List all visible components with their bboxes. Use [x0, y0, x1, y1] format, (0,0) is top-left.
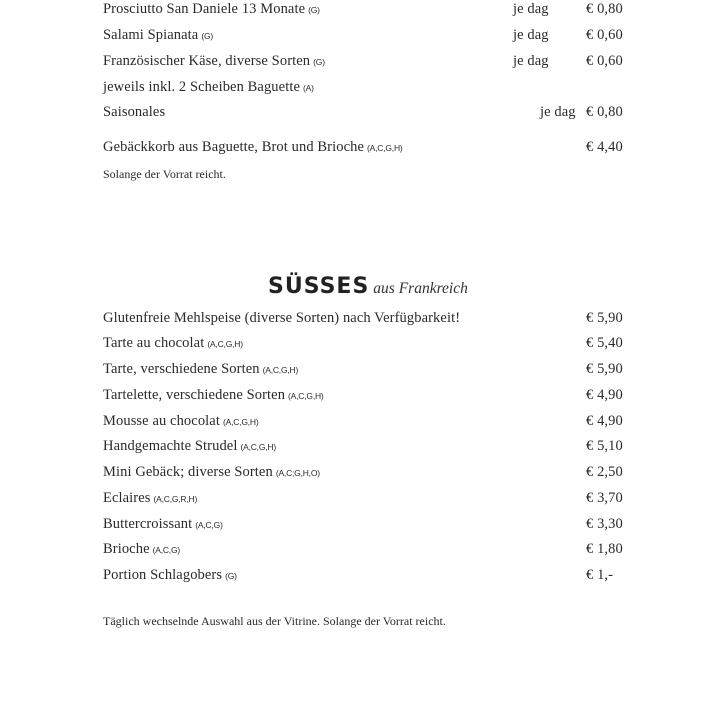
item-price: € 0,60 [586, 53, 623, 69]
item-label: Mini Gebäck; diverse Sorten [103, 464, 273, 480]
item-label: Tartelette, verschiedene Sorten [103, 387, 286, 403]
item-label: Tarte au chocolat [103, 335, 205, 351]
item-name [103, 332, 243, 355]
allergen-codes: (G) [308, 5, 320, 15]
item-price: € 4,90 [586, 413, 623, 429]
item-label: Portion Schlagobers [103, 567, 223, 583]
menu-item [103, 564, 633, 586]
item-label: Buttercroissant [103, 516, 193, 532]
item-price: € 5,10 [586, 438, 623, 454]
availability-note: Solange der Vorrat reicht. [103, 167, 226, 181]
vitrine-note: Täglich wechselnde Auswahl aus der Vitrine. Solange der Vorrat reicht. [103, 614, 446, 628]
menu-item [103, 101, 633, 123]
item-name [103, 0, 320, 21]
allergen-codes: (A) [303, 83, 314, 93]
item-unit: je dag [513, 27, 549, 43]
item-price: € 4,90 [586, 387, 623, 403]
item-price: € 0,60 [586, 27, 623, 43]
allergen-codes: (A,C,G,R,H) [153, 494, 198, 504]
menu-item [103, 24, 633, 46]
allergen-codes: (G) [225, 571, 237, 581]
item-price: € 5,40 [586, 335, 623, 351]
allergen-codes: (A,C,G,H) [222, 417, 259, 427]
allergen-codes: (A,C,G,H) [240, 442, 276, 452]
menu-item-note [103, 76, 633, 98]
allergen-codes: (A,C,G,H) [288, 391, 324, 401]
menu-item [103, 384, 633, 406]
item-name [103, 24, 213, 47]
allergen-codes: (G) [313, 57, 325, 67]
menu-item [103, 513, 633, 535]
item-name [103, 538, 180, 561]
menu-item [103, 50, 633, 72]
item-label: Salami Spianata [103, 27, 199, 43]
item-name [103, 358, 298, 381]
item-name [103, 435, 276, 458]
menu-item [103, 410, 633, 432]
item-name [103, 487, 197, 510]
item-price: € 1,80 [586, 541, 623, 557]
item-name [103, 50, 325, 73]
item-price: € 5,90 [586, 361, 623, 377]
item-name [103, 384, 324, 407]
item-label: Mousse au chocolat [103, 413, 220, 429]
item-name [103, 101, 165, 123]
menu-item [103, 435, 633, 457]
item-price: € 4,40 [586, 139, 623, 155]
item-price: € 0,80 [586, 1, 623, 17]
item-price: € 3,70 [586, 490, 623, 506]
item-name [103, 461, 320, 484]
item-name [103, 136, 403, 159]
item-price: € 5,90 [586, 310, 623, 326]
item-label: Gebäckkorb aus Baguette, Brot und Brioche [103, 139, 365, 155]
menu-item [103, 0, 633, 20]
section-title: SÜSSES [268, 274, 370, 299]
item-price: € 1,- [586, 567, 614, 583]
item-name [103, 410, 258, 433]
item-label: Französischer Käse, diverse Sorten [103, 53, 311, 69]
item-label: Saisonales [103, 104, 166, 120]
item-label: Glutenfreie Mehlspeise (diverse Sorten) nach Verfügbarkeit! [103, 310, 461, 326]
menu-item [103, 538, 633, 560]
item-price: € 2,50 [586, 464, 623, 480]
item-name [103, 513, 223, 536]
allergen-codes: (A,C,G) [152, 545, 181, 555]
allergen-codes: (A,C,G,H) [207, 339, 243, 349]
section-heading [268, 274, 468, 306]
menu-item [103, 136, 633, 158]
allergen-codes: (A,C;G,H,O) [275, 468, 320, 478]
item-label: Tarte, verschiedene Sorten [103, 361, 260, 377]
item-label: Brioche [103, 541, 150, 557]
menu-item [103, 307, 633, 329]
item-unit: je dag [513, 1, 549, 17]
menu-item [103, 358, 633, 380]
item-name [103, 564, 237, 587]
menu-item [103, 332, 633, 354]
item-name [103, 76, 314, 99]
item-price: € 3,30 [586, 516, 623, 532]
section-subtitle: aus Frankreich [373, 280, 468, 297]
menu-item [103, 461, 633, 483]
allergen-codes: (G) [201, 31, 214, 41]
item-label: jeweils inkl. 2 Scheiben Baguette [103, 79, 300, 95]
allergen-codes: (A,C,G,H) [367, 143, 403, 153]
menu-item [103, 487, 633, 509]
item-label: Eclaires [103, 490, 151, 506]
item-unit: je dag [513, 53, 549, 69]
item-label: Prosciutto San Daniele 13 Monate [103, 1, 306, 17]
allergen-codes: (A,C,G,H) [262, 365, 299, 375]
item-name [103, 307, 460, 329]
item-label: Handgemachte Strudel [103, 438, 238, 454]
item-unit: je dag [540, 104, 576, 120]
allergen-codes: (A,C,G) [195, 520, 223, 530]
item-price: € 0,80 [586, 104, 623, 120]
